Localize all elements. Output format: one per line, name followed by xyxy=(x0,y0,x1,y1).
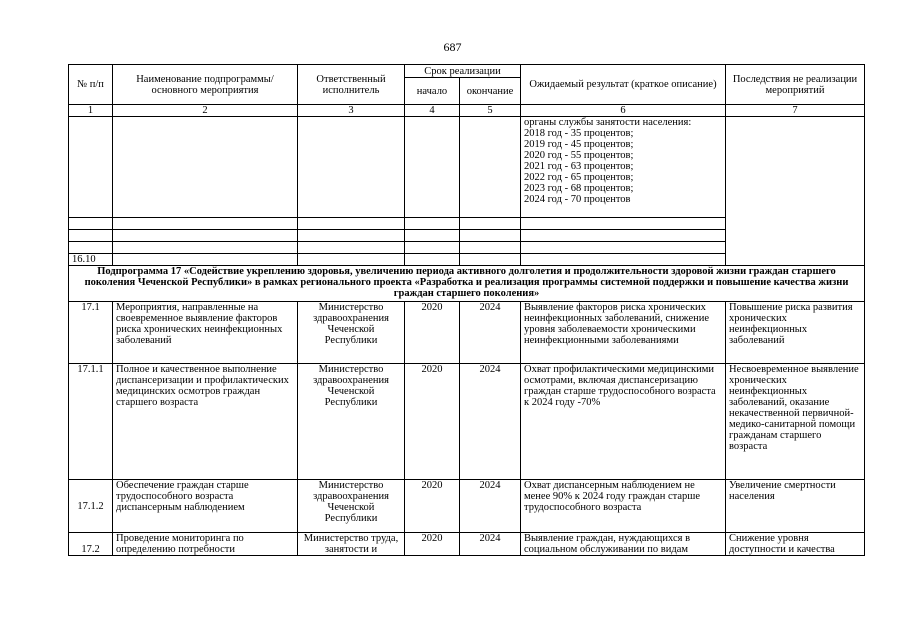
page-number: 687 xyxy=(443,40,462,54)
index-cell: 7 xyxy=(726,105,865,117)
index-row xyxy=(69,105,865,117)
row-responsible: Министерство труда, занятости и xyxy=(298,533,405,556)
row-name: Обеспечение граждан старше трудоспособного возраста диспансерным наблюдением xyxy=(113,480,298,533)
header-period: Срок реализации xyxy=(405,65,521,78)
row-start: 2020 xyxy=(405,480,460,533)
index-cell: 3 xyxy=(298,105,405,117)
row-num: 17.1 xyxy=(69,302,113,364)
row-consequences: Несвоевременное выявление хронических неинфекционных заболеваний, оказание некачественной первичной-медико-санитарной помощи гражданам старшего возраста xyxy=(726,364,865,480)
row-result: Охват профилактическими медицинскими осмотрами, включая диспансеризацию граждан старше трудоспособного возраста к 2024 году -70% xyxy=(521,364,726,480)
row-name: Мероприятия, направленные на своевременное выявление факторов риска хронических неинфекционных заболеваний xyxy=(113,302,298,364)
row-responsible: Министерство здравоохранения Чеченской Республики xyxy=(298,302,405,364)
header-responsible: Ответственный исполнитель xyxy=(298,65,405,105)
table-row xyxy=(69,533,865,556)
row-responsible: Министерство здравоохранения Чеченской Республики xyxy=(298,364,405,480)
program-table xyxy=(68,64,865,556)
row-result: Охват диспансерным наблюдением не менее 90% к 2024 году граждан старше трудоспособного возраста xyxy=(521,480,726,533)
row-result: Выявление факторов риска хронических неинфекционных заболеваний, снижение уровня заболеваемости хроническими неинфекционными заболеваниями xyxy=(521,302,726,364)
row-end: 2024 xyxy=(460,302,521,364)
row-start: 2020 xyxy=(405,364,460,480)
index-cell: 4 xyxy=(405,105,460,117)
table-row xyxy=(69,302,865,364)
header-end: окончание xyxy=(460,78,521,105)
row-num: 17.1.2 xyxy=(69,480,113,533)
header-name: Наименование подпрограммы/ основного мероприятия xyxy=(113,65,298,105)
index-cell: 2 xyxy=(113,105,298,117)
row-end: 2024 xyxy=(460,480,521,533)
row-end: 2024 xyxy=(460,533,521,556)
row-start: 2020 xyxy=(405,533,460,556)
index-cell: 1 xyxy=(69,105,113,117)
header-result: Ожидаемый результат (краткое описание) xyxy=(521,65,726,105)
header-num: № п/п xyxy=(69,65,113,105)
continuation-row xyxy=(69,117,865,218)
table-row xyxy=(69,364,865,480)
row-num: 17.2 xyxy=(69,533,113,556)
row-consequences: Снижение уровня доступности и качества xyxy=(726,533,865,556)
header-start: начало xyxy=(405,78,460,105)
index-cell: 5 xyxy=(460,105,521,117)
index-cell: 6 xyxy=(521,105,726,117)
header-row xyxy=(69,65,865,78)
subprogram-row xyxy=(69,266,865,302)
row-name: Проведение мониторинга по определению потребности xyxy=(113,533,298,556)
row-responsible: Министерство здравоохранения Чеченской Республики xyxy=(298,480,405,533)
table-row xyxy=(69,480,865,533)
row-name: Полное и качественное выполнение диспансеризации и профилактических медицинских осмотров граждан старшего возраста xyxy=(113,364,298,480)
header-consequences: Последствия не реализации мероприятий xyxy=(726,65,865,105)
row-end: 2024 xyxy=(460,364,521,480)
row-result: Выявление граждан, нуждающихся в социальном обслуживании по видам xyxy=(521,533,726,556)
continuation-text: органы службы занятости населения: 2018 год - 35 процентов; 2019 год - 45 процентов; 2020 год - 55 процентов; 2021 год - 63 процентов; 2022 год - 65 процентов; 2023 год - 68 процентов; 2024 год - 70 процентов xyxy=(521,117,726,218)
row-num: 16.10 xyxy=(69,254,113,266)
row-num: 17.1.1 xyxy=(69,364,113,480)
row-start: 2020 xyxy=(405,302,460,364)
row-consequences: Увеличение смертности населения xyxy=(726,480,865,533)
row-consequences: Повышение риска развития хронических неинфекционных заболеваний xyxy=(726,302,865,364)
subprogram-title: Подпрограмма 17 «Содействие укреплению здоровья, увеличению периода активного долголетия и продолжительности здоровой жизни граждан старшего поколения Чеченской Республики» в рамках регионального проекта «Разработка и реализация программы системной поддержки и повышение качества жизни граждан старшего поколения» xyxy=(69,266,865,302)
